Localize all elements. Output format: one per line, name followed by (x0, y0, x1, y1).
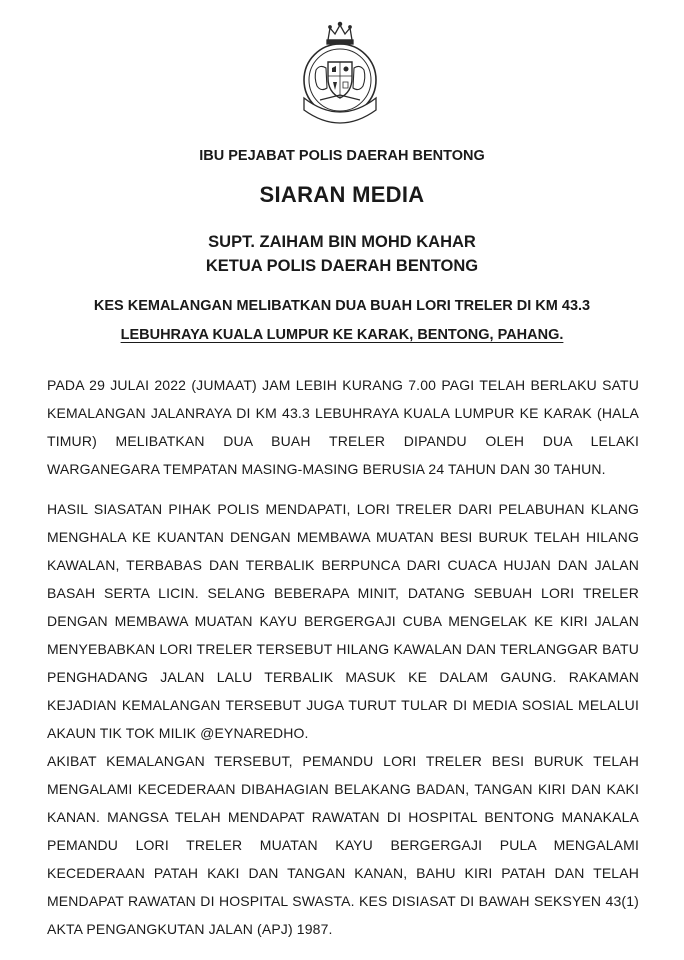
crest-emblem-icon (290, 18, 390, 130)
paragraph-investigation: HASIL SIASATAN PIHAK POLIS MENDAPATI, LORI TRELER DARI PELABUHAN KLANG MENGHALA KE KUANTAN DENGAN MEMBAWA MUATAN BESI BURUK TELAH HILANG KAWALAN, TERBABAS DAN TERBALIK BERPUNCA DARI CUACA HUJAN DAN JALAN BASAH SERTA LICIN. SELANG BEBERAPA MINIT, DATANG SEBUAH LORI TRELER DENGAN MEMBAWA MUATAN KAYU BERGERGAJI CUBA MENGELAK KE KIRI JALAN MENYEBABKAN LORI TRELER TERSEBUT HILANG KAWALAN DAN TERLANGGAR BATU PENGHADANG JALAN LALU TERBALIK MASUK KE DALAM GAUNG. RAKAMAN KEJADIAN KEMALANGAN TERSEBUT JUGA TURUT TULAR DI MEDIA SOSIAL MELALUI AKAUN TIK TOK MILIK @EYNAREDHO. (47, 501, 639, 741)
headline-line-1: KES KEMALANGAN MELIBATKAN DUA BUAH LORI TRELER DI KM 43.3 (93, 298, 591, 314)
paragraph-injuries: AKIBAT KEMALANGAN TERSEBUT, PEMANDU LORI TRELER BESI BURUK TELAH MENGALAMI KECEDERAAN DIBAHAGIAN BELAKANG BADAN, TANGAN KIRI DAN KAKI KANAN. MANGSA TELAH MENDAPAT RAWATAN DI HOSPITAL BENTONG MANAKALA PEMANDU LORI TRELER MUATAN KAYU BERGERGAJI PULA MENGALAMI KECEDERAAN PATAH KAKI DAN TANGAN KANAN, BAHU KIRI PATAH DAN TELAH MENDAPAT RAWATAN DI HOSPITAL SWASTA. KES DISIASAT DI BAWAH SEKSYEN 43(1) AKTA PENGANGKUTAN JALAN (APJ) 1987. (47, 753, 639, 937)
paragraph-incident: PADA 29 JULAI 2022 (JUMAAT) JAM LEBIH KURANG 7.00 PAGI TELAH BERLAKU SATU KEMALANGAN JALANRAYA DI KM 43.3 LEBUHRAYA KUALA LUMPUR KE KARAK (HALA TIMUR) MELIBATKAN DUA BUAH TRELER DIPANDU OLEH DUA LELAKI WARGANEGARA TEMPATAN MASING-MASING BERUSIA 24 TAHUN DAN 30 TAHUN. (47, 377, 639, 477)
police-crest-logo (290, 18, 390, 130)
officer-title: KETUA POLIS DAERAH BENTONG (205, 257, 479, 275)
officer-block (0, 230, 684, 278)
case-headline (0, 292, 684, 350)
headline-line-2: LEBUHRAYA KUALA LUMPUR KE KARAK, BENTONG, PAHANG. (120, 327, 564, 343)
officer-name: SUPT. ZAIHAM BIN MOHD KAHAR (208, 233, 476, 251)
document-type-heading: SIARAN MEDIA (259, 182, 425, 207)
office-title: IBU PEJABAT POLIS DAERAH BENTONG (199, 148, 485, 164)
